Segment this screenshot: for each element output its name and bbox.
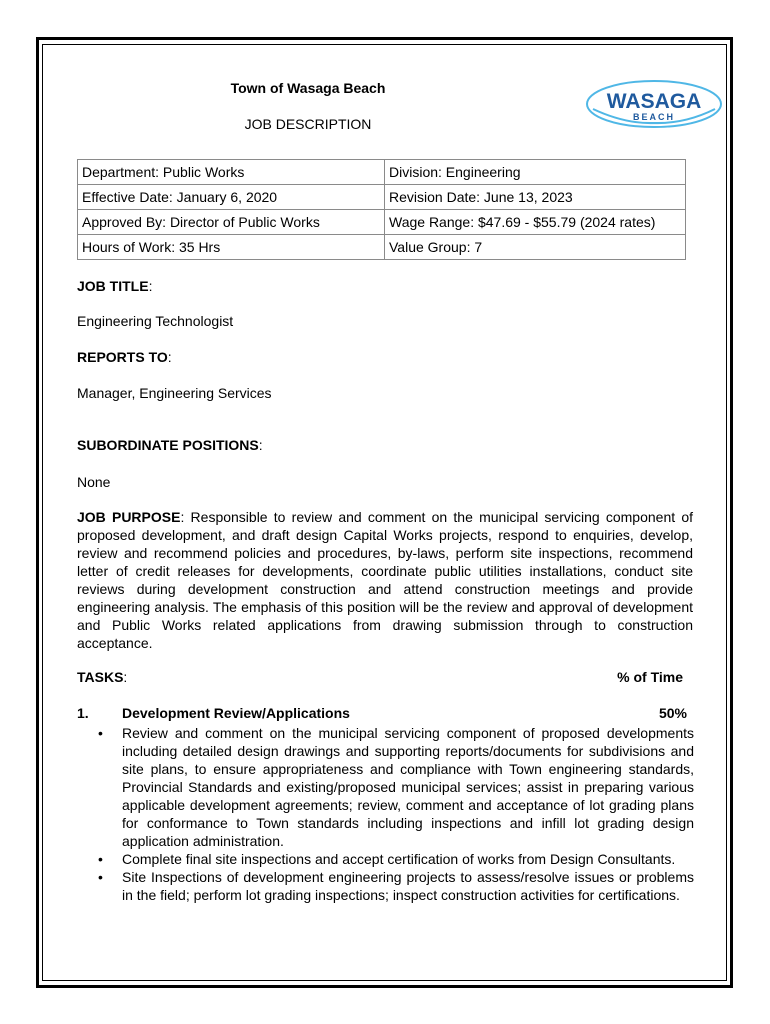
list-item: [98, 868, 694, 904]
bullet-text: Review and comment on the municipal servicing component of proposed developments including detailed design drawings and supporting reports/documents for subdivisions and site plans, to ensure appropriateness and compliance with Town engineering standards, Provincial Standards and existing/proposed municipal services; assist in preparing various applicable development agreements; review, comment and acceptance of lot grading plans for conformance to Town standards including inspections and infill lot grading design application administration.: [122, 725, 694, 849]
task-number: 1.: [77, 705, 89, 721]
hours-of-work-cell: Hours of Work: 35 Hrs: [78, 235, 385, 260]
table-row: [78, 185, 686, 210]
bullet-text: Site Inspections of development engineering projects to assess/resolve issues or problems in the field; perform lot grading inspections; inspect construction activities for certifications.: [122, 869, 694, 903]
reports-to-value: Manager, Engineering Services: [77, 385, 272, 401]
job-title-value: Engineering Technologist: [77, 313, 234, 329]
organization-name: Town of Wasaga Beach: [230, 80, 386, 96]
table-row: [78, 210, 686, 235]
task-percent: 50%: [658, 705, 687, 721]
table-row: [78, 160, 686, 185]
job-purpose-label: JOB PURPOSE: [77, 509, 181, 525]
table-row: [78, 235, 686, 260]
bullet-text: Complete final site inspections and accept certification of works from Design Consultants.: [122, 851, 676, 867]
task-name: Development Review/Applications: [122, 705, 350, 721]
job-info-table: [77, 159, 686, 260]
logo-main-text: WASAGA: [606, 90, 702, 113]
tasks-label: TASKS:: [77, 669, 128, 685]
effective-date-cell: Effective Date: January 6, 2020: [78, 185, 385, 210]
job-purpose-text: Responsible to review and comment on the municipal servicing component of proposed development, and draft design Capital Works projects, respond to enquiries, develop, review and recommend policies and procedures, by-laws, perform site inspections, recommend letter of credit releases for developments, coordinate public utilities installations, conduct site reviews during development construction and attend construction meetings and provide engineering analysis. The emphasis of this position will be the review and approval of development and Public Works related applications from drawing submission through to construction acceptance.: [77, 509, 693, 651]
job-title-heading: JOB TITLE:: [77, 278, 153, 294]
job-title-label: JOB TITLE: [77, 278, 149, 294]
list-item: [98, 724, 694, 850]
percent-time-header: % of Time: [617, 669, 683, 685]
bullet-icon: •: [98, 851, 103, 867]
list-item: [98, 850, 694, 868]
logo-sub-text: BEACH: [632, 112, 676, 122]
bullet-icon: •: [98, 869, 103, 885]
logo-icon: [585, 79, 723, 129]
subordinate-positions-label: SUBORDINATE POSITIONS: [77, 437, 259, 453]
division-cell: Division: Engineering: [385, 160, 686, 185]
subordinate-positions-heading: SUBORDINATE POSITIONS:: [77, 437, 263, 453]
bullet-icon: •: [98, 725, 103, 741]
tasks-header: [77, 669, 683, 685]
wasaga-beach-logo: [585, 79, 723, 129]
wage-range-cell: Wage Range: $47.69 - $55.79 (2024 rates): [385, 210, 686, 235]
department-cell: Department: Public Works: [78, 160, 385, 185]
reports-to-label: REPORTS TO: [77, 349, 168, 365]
reports-to-heading: REPORTS TO:: [77, 349, 172, 365]
revision-date-cell: Revision Date: June 13, 2023: [385, 185, 686, 210]
approved-by-cell: Approved By: Director of Public Works: [78, 210, 385, 235]
document-type: JOB DESCRIPTION: [244, 116, 372, 132]
subordinate-positions-value: None: [77, 474, 111, 490]
job-purpose-paragraph: JOB PURPOSE: Responsible to review and comment on the municipal servicing component of proposed development, and draft design Capital Works projects, respond to enquiries, develop, review and recommend policies and procedures, by-laws, perform site inspections, recommend letter of credit releases for developments, coordinate public utilities installations, conduct site reviews during development construction and attend construction meetings and provide engineering analysis. The emphasis of this position will be the review and approval of development and Public Works related applications from drawing submission through to construction acceptance.: [77, 509, 693, 651]
task-bullet-list: [98, 724, 694, 904]
value-group-cell: Value Group: 7: [385, 235, 686, 260]
